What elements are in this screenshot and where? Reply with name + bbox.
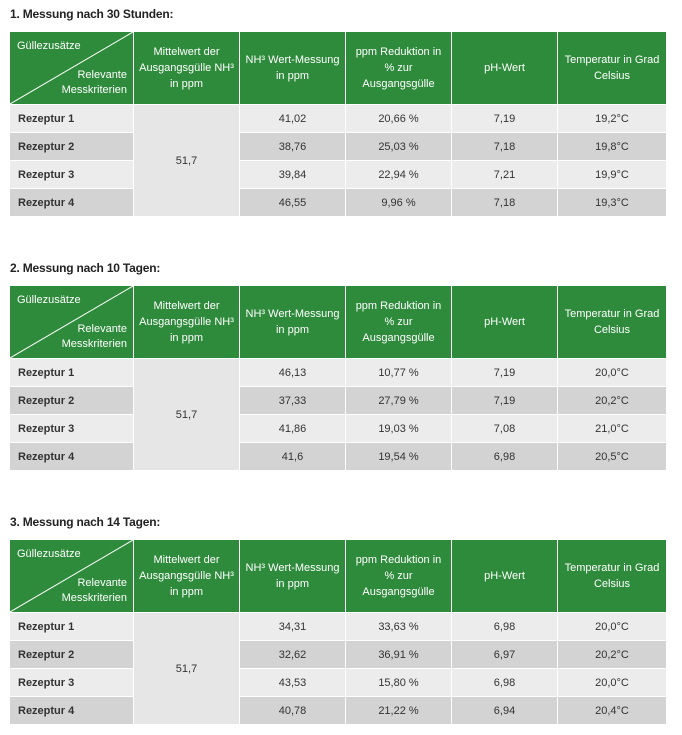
corner-header-cell [10, 540, 134, 612]
temp-cell: 20,0°C [558, 668, 666, 696]
header-temperatur: Temperatur in Grad Celsius [558, 286, 666, 358]
table-row [10, 160, 666, 188]
nh3-cell: 43,53 [240, 668, 346, 696]
mittelwert-cell: 51,7 [134, 358, 240, 470]
ph-cell: 6,98 [452, 668, 558, 696]
ph-cell: 6,97 [452, 640, 558, 668]
section-title: 2. Messung nach 10 Tagen: [10, 261, 161, 275]
table-row [10, 386, 666, 414]
corner-bottom-label [62, 68, 127, 98]
header-nh3: NH³ Wert-Messung in ppm [240, 286, 346, 358]
corner-header-cell [10, 32, 134, 104]
ph-cell: 7,08 [452, 414, 558, 442]
ph-cell: 7,21 [452, 160, 558, 188]
table-row [10, 640, 666, 668]
section-measurement-1 [10, 5, 666, 216]
header-ph: pH-Wert [452, 32, 558, 104]
nh3-cell: 41,6 [240, 442, 346, 470]
corner-header-cell [10, 286, 134, 358]
table-row [10, 414, 666, 442]
reduktion-cell: 25,03 % [346, 132, 452, 160]
reduktion-cell: 21,22 % [346, 696, 452, 724]
ph-cell: 6,98 [452, 612, 558, 640]
ph-cell: 6,94 [452, 696, 558, 724]
header-temperatur: Temperatur in Grad Celsius [558, 32, 666, 104]
header-ph: pH-Wert [452, 286, 558, 358]
temp-cell: 20,5°C [558, 442, 666, 470]
table-row [10, 696, 666, 724]
ph-cell: 7,19 [452, 358, 558, 386]
reduktion-cell: 9,96 % [346, 188, 452, 216]
table-row [10, 188, 666, 216]
measurement-table [10, 286, 666, 470]
header-reduktion: ppm Reduktion in % zur Ausgangsgülle [346, 540, 452, 612]
reduktion-cell: 20,66 % [346, 104, 452, 132]
temp-cell: 19,2°C [558, 104, 666, 132]
row-label: Rezeptur 4 [10, 442, 134, 470]
table-header-row [10, 286, 666, 358]
nh3-cell: 32,62 [240, 640, 346, 668]
row-label: Rezeptur 2 [10, 386, 134, 414]
row-label: Rezeptur 1 [10, 612, 134, 640]
temp-cell: 19,8°C [558, 132, 666, 160]
corner-top-label: Güllezusätze [17, 548, 81, 560]
temp-cell: 20,2°C [558, 386, 666, 414]
table-row [10, 442, 666, 470]
corner-top-label: Güllezusätze [17, 294, 81, 306]
header-reduktion: ppm Reduktion in % zur Ausgangsgülle [346, 286, 452, 358]
row-label: Rezeptur 1 [10, 358, 134, 386]
ph-cell: 7,18 [452, 132, 558, 160]
corner-bottom-line-1: Relevante [77, 577, 127, 589]
corner-bottom-label [62, 322, 127, 352]
temp-cell: 20,4°C [558, 696, 666, 724]
measurement-table [10, 32, 666, 216]
nh3-cell: 38,76 [240, 132, 346, 160]
row-label: Rezeptur 3 [10, 160, 134, 188]
corner-bottom-label [62, 576, 127, 606]
header-nh3: NH³ Wert-Messung in ppm [240, 540, 346, 612]
table-row [10, 612, 666, 640]
nh3-cell: 40,78 [240, 696, 346, 724]
header-mittelwert: Mittelwert der Ausgangsgülle NH³ in ppm [134, 32, 240, 104]
table-row [10, 132, 666, 160]
row-label: Rezeptur 4 [10, 188, 134, 216]
table-row [10, 358, 666, 386]
reduktion-cell: 36,91 % [346, 640, 452, 668]
table-row [10, 104, 666, 132]
section-title: 1. Messung nach 30 Stunden: [10, 7, 174, 21]
temp-cell: 19,3°C [558, 188, 666, 216]
corner-bottom-line-2: Messkriterien [61, 338, 127, 350]
corner-bottom-line-2: Messkriterien [61, 592, 127, 604]
row-label: Rezeptur 2 [10, 640, 134, 668]
reduktion-cell: 22,94 % [346, 160, 452, 188]
temp-cell: 20,2°C [558, 640, 666, 668]
ph-cell: 6,98 [452, 442, 558, 470]
row-label: Rezeptur 4 [10, 696, 134, 724]
corner-top-label: Güllezusätze [17, 40, 81, 52]
header-mittelwert: Mittelwert der Ausgangsgülle NH³ in ppm [134, 286, 240, 358]
nh3-cell: 37,33 [240, 386, 346, 414]
nh3-cell: 34,31 [240, 612, 346, 640]
section-title: 3. Messung nach 14 Tagen: [10, 515, 161, 529]
temp-cell: 19,9°C [558, 160, 666, 188]
table-header-row [10, 32, 666, 104]
reduktion-cell: 10,77 % [346, 358, 452, 386]
reduktion-cell: 15,80 % [346, 668, 452, 696]
table-row [10, 668, 666, 696]
header-reduktion: ppm Reduktion in % zur Ausgangsgülle [346, 32, 452, 104]
ph-cell: 7,19 [452, 104, 558, 132]
row-label: Rezeptur 1 [10, 104, 134, 132]
reduktion-cell: 27,79 % [346, 386, 452, 414]
header-mittelwert: Mittelwert der Ausgangsgülle NH³ in ppm [134, 540, 240, 612]
reduktion-cell: 19,54 % [346, 442, 452, 470]
row-label: Rezeptur 3 [10, 414, 134, 442]
ph-cell: 7,18 [452, 188, 558, 216]
section-measurement-2 [10, 259, 666, 470]
header-ph: pH-Wert [452, 540, 558, 612]
reduktion-cell: 19,03 % [346, 414, 452, 442]
nh3-cell: 41,86 [240, 414, 346, 442]
mittelwert-cell: 51,7 [134, 612, 240, 724]
table-header-row [10, 540, 666, 612]
nh3-cell: 46,55 [240, 188, 346, 216]
corner-bottom-line-1: Relevante [77, 69, 127, 81]
measurement-table [10, 540, 666, 724]
ph-cell: 7,19 [452, 386, 558, 414]
corner-bottom-line-2: Messkriterien [61, 84, 127, 96]
nh3-cell: 41,02 [240, 104, 346, 132]
reduktion-cell: 33,63 % [346, 612, 452, 640]
row-label: Rezeptur 3 [10, 668, 134, 696]
nh3-cell: 46,13 [240, 358, 346, 386]
temp-cell: 20,0°C [558, 612, 666, 640]
header-nh3: NH³ Wert-Messung in ppm [240, 32, 346, 104]
header-temperatur: Temperatur in Grad Celsius [558, 540, 666, 612]
temp-cell: 21,0°C [558, 414, 666, 442]
temp-cell: 20,0°C [558, 358, 666, 386]
row-label: Rezeptur 2 [10, 132, 134, 160]
mittelwert-cell: 51,7 [134, 104, 240, 216]
corner-bottom-line-1: Relevante [77, 323, 127, 335]
nh3-cell: 39,84 [240, 160, 346, 188]
section-measurement-3 [10, 513, 666, 724]
